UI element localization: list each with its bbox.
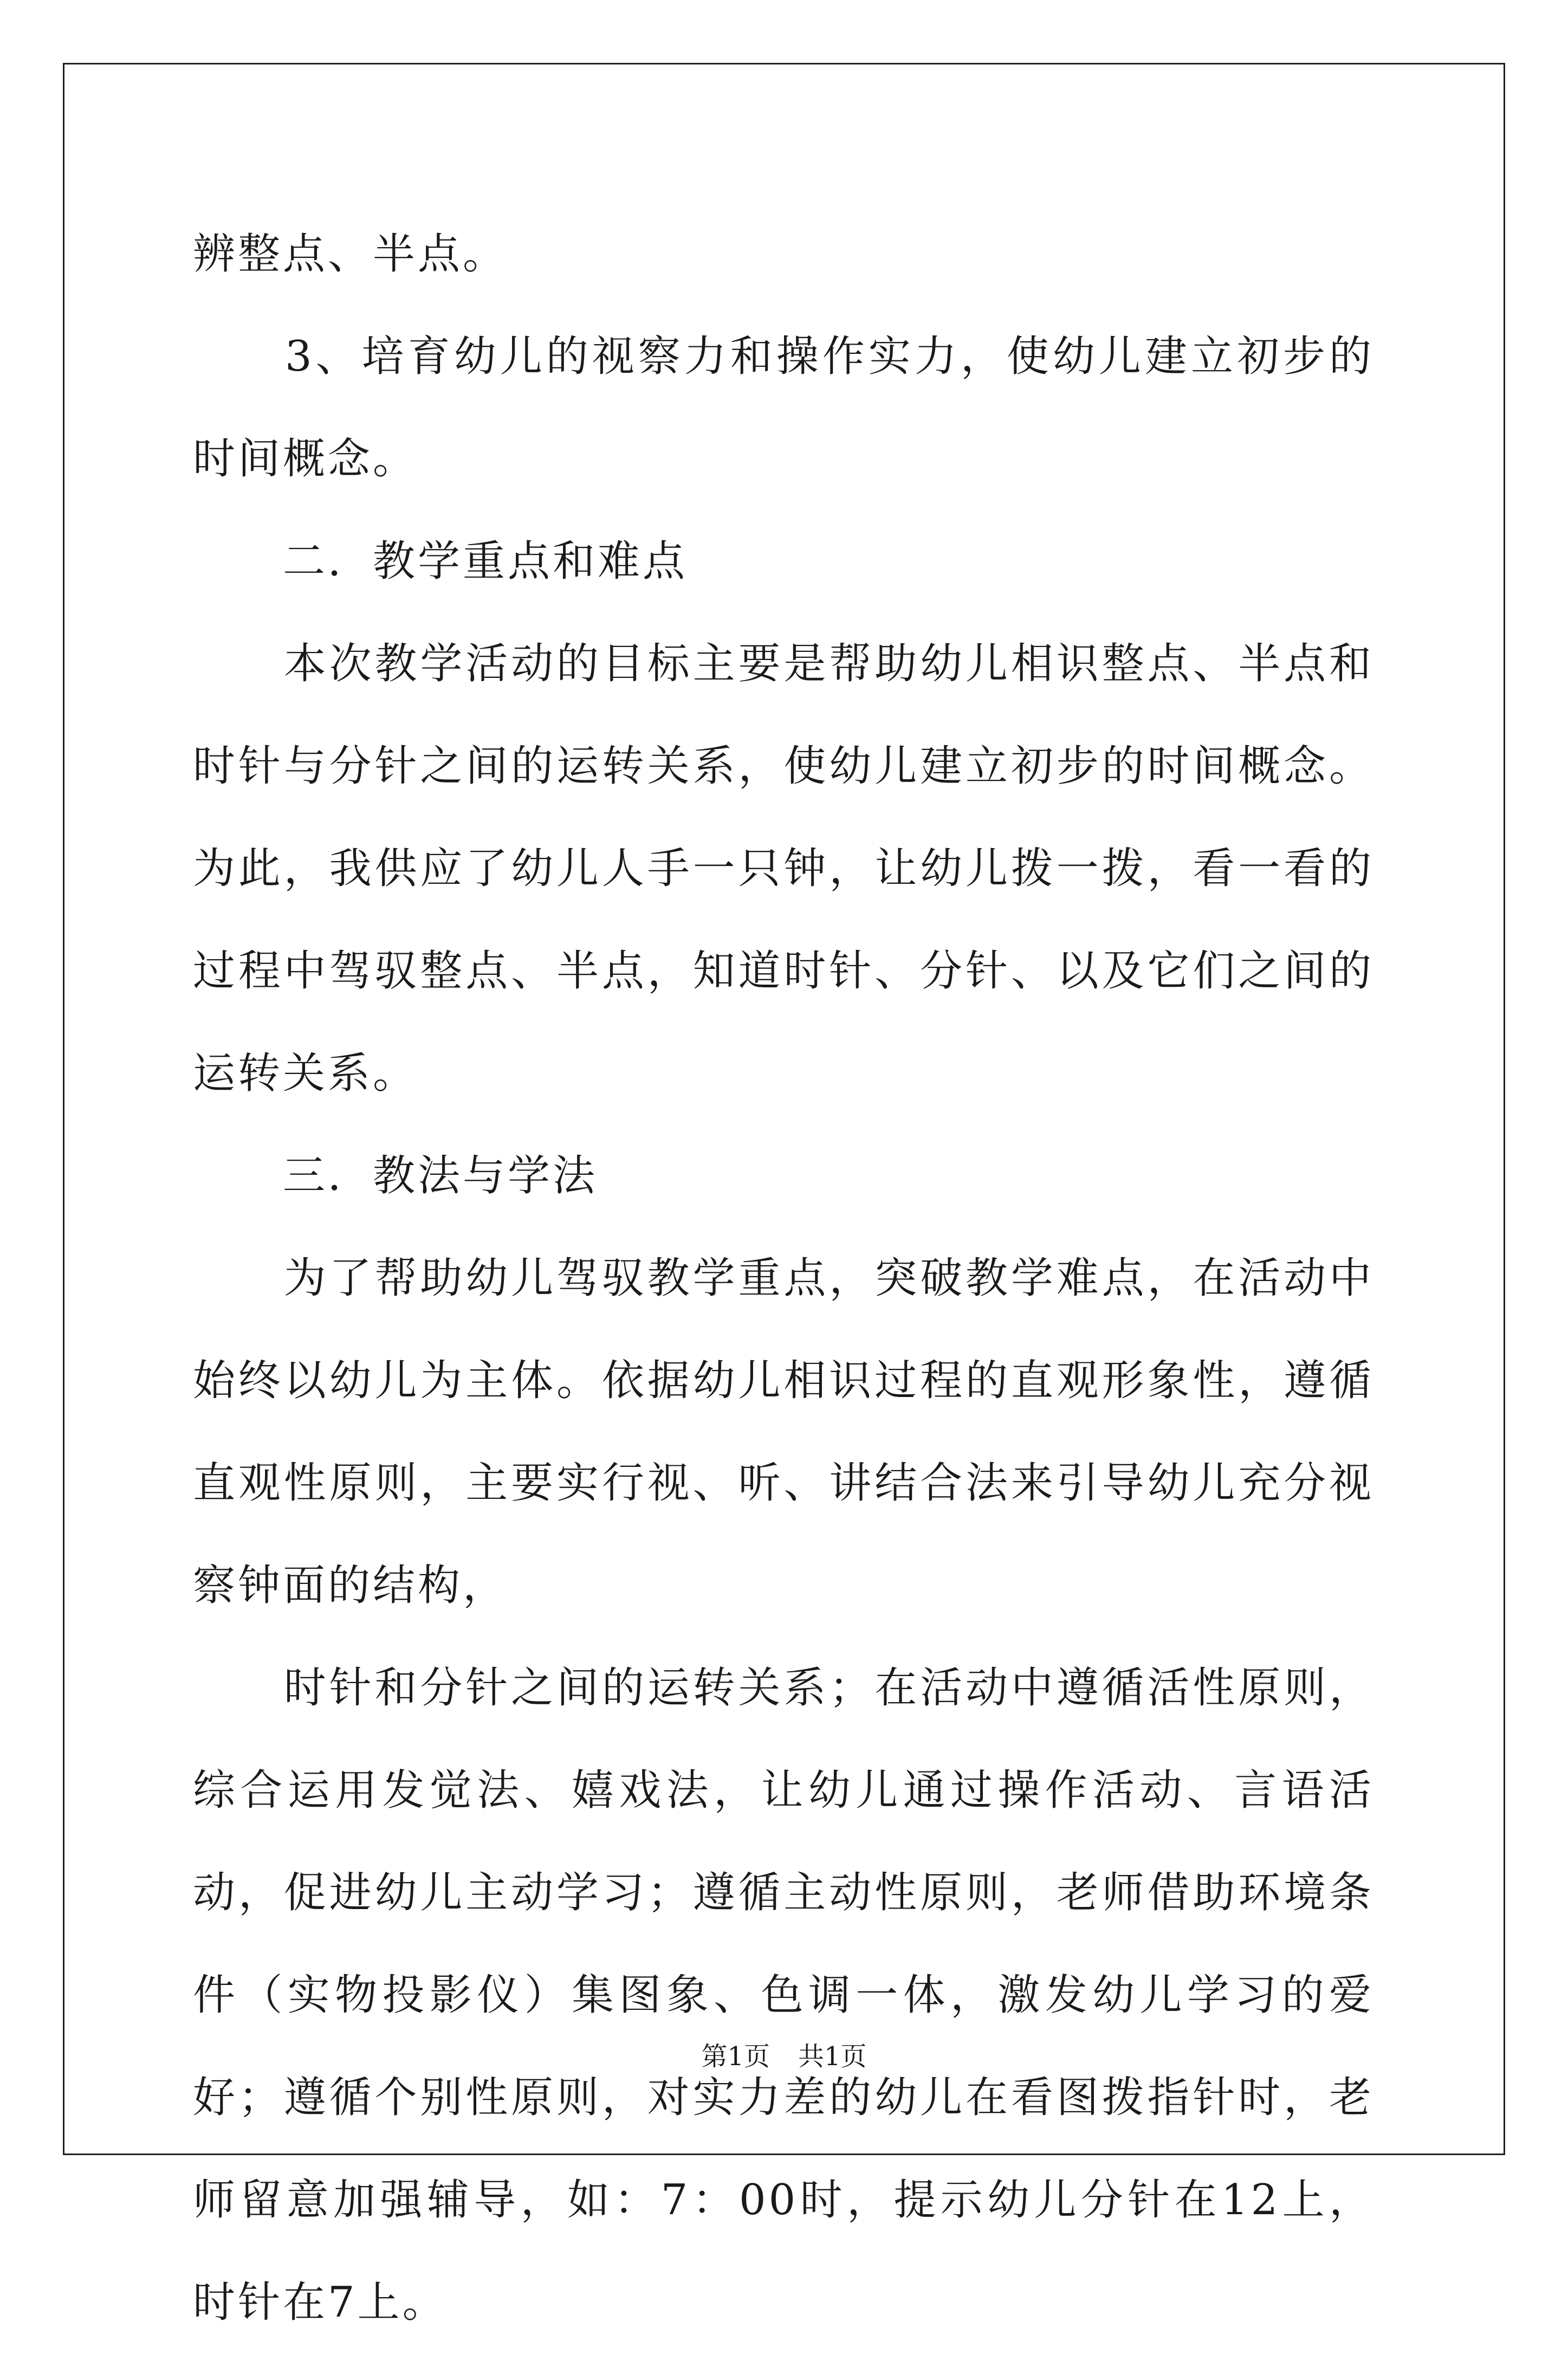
- section-heading: 三．教法与学法: [193, 1152, 598, 1200]
- paragraph: 辨整点、半点。: [193, 230, 508, 279]
- paragraph: 3、培育幼儿的视察力和操作实力，使幼儿建立初步的时间概念。: [193, 332, 1374, 483]
- paragraph: 时针和分针之间的运转关系；在活动中遵循活性原则，综合运用发觉法、嬉戏法，让幼儿通过操作活动、言语活动，促进幼儿主动学习；遵循主动性原则，老师借助环境条件（实物投影仪）集图象、色调一体，激发幼儿学习的爱好；遵循个别性原则，对实力差的幼儿在看图拨指针时，老师留意加强辅导，如：7：00时，提示幼儿分针在12上，时针在7上。: [193, 1664, 1374, 2327]
- paragraph: 为了帮助幼儿驾驭教学重点，突破教学难点，在活动中始终以幼儿为主体。依据幼儿相识过程的直观形象性，遵循直观性原则，主要实行视、听、讲结合法来引导幼儿充分视察钟面的结构，: [193, 1254, 1374, 1610]
- page-number: 第1页: [701, 2041, 770, 2072]
- section-heading: 二．教学重点和难点: [193, 537, 688, 586]
- document-body: [193, 203, 1374, 2354]
- page-footer: [0, 2040, 1568, 2073]
- paragraph: 本次教学活动的目标主要是帮助幼儿相识整点、半点和时针与分针之间的运转关系，使幼儿建立初步的时间概念。为此，我供应了幼儿人手一只钟，让幼儿拨一拨，看一看的过程中驾驭整点、半点，知道时针、分针、以及它们之间的运转关系。: [193, 639, 1374, 1098]
- page-total: 共1页: [798, 2041, 867, 2072]
